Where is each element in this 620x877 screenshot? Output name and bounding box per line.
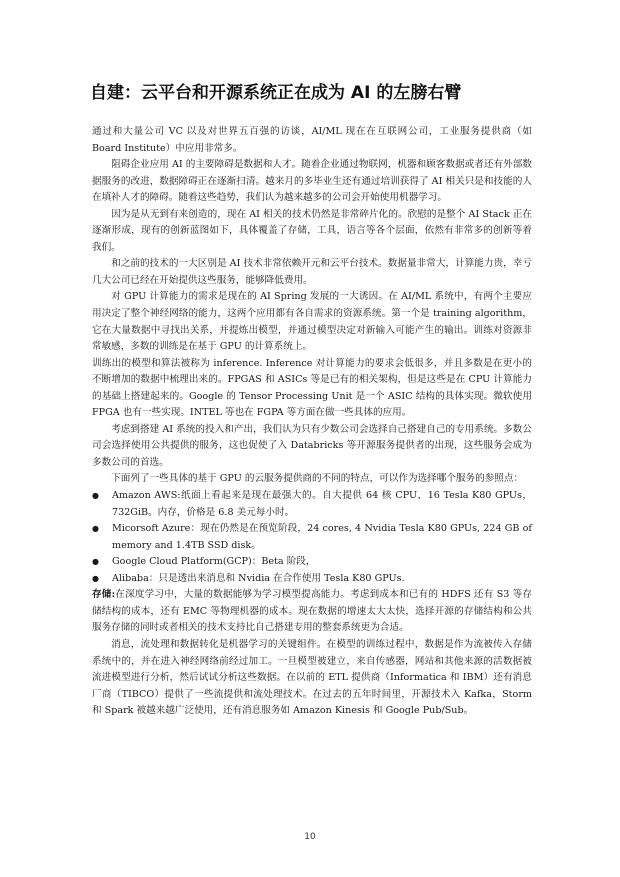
list-item xyxy=(92,488,532,521)
bullet-gcp: Google Cloud Platform(GCP)：Beta 阶段， xyxy=(112,556,316,568)
list-item xyxy=(92,554,532,571)
paragraph-build-vs-buy: 考虑到搭建 AI 系统的投入和产出，我们认为只有少数公司会选择自己搭建自己的专用系统。多数公司会选择使用公共提供的服务，这也促使了入 Databricks 等开源服务提供者的出现，这些服务会成为多数公司的首选。 xyxy=(92,423,532,468)
bullet-icon: ● xyxy=(92,491,99,501)
paragraph-intro: 通过和大量公司 VC 以及对世界五百强的访谈，AI/ML 现在在互联网公司，工业服务提供商（如 Board Institute）中应用非常多。 xyxy=(92,126,532,154)
list-item xyxy=(92,521,532,554)
bullet-icon: ● xyxy=(92,557,99,567)
paragraph-barriers: 阻碍企业应用 AI 的主要障碍是数据和人才。随着企业通过物联网，机器和顾客数据或者还有外部数据服务的改进，数据障碍正在逐渐扫清。越来月的多毕业生还有通过培训获得了 AI 相关只是和技能的人在填补人才的障碍。随着这些趋势，我们认为越来越多的公司会开始使用机器学习。 xyxy=(92,159,532,204)
paragraph-inference: 训练出的模型和算法被称为 inference. Inference 对计算能力的要求会低很多，并且多数是在更小的不断增加的数据中梳理出来的。FPGAS 和 ASICs 等是已有的相关架构，但是这些是在 CPU 计算能力的基础上搭建起来的。Google 的 Tensor Processing Unit 是一个 ASIC 结构的具体实现。微软使用 FPGA 也有一些实现。INTEL 等也在 FGPA 等方面在做一些具体的应用。 xyxy=(92,357,532,419)
paragraph-storage xyxy=(92,587,532,637)
paragraph-provider-intro: 下面列了一些具体的基于 GPU 的云服务提供商的不同的特点，可以作为选择哪个服务的参照点： xyxy=(111,473,524,485)
bullet-icon: ● xyxy=(92,524,99,534)
section-heading: 自建：云平台和开源系统正在成为 AI 的左膀右臂 xyxy=(90,83,462,103)
bullet-alibaba: Alibaba：只是透出来消息和 Nvidia 在合作使用 Tesla K80 GPUs. xyxy=(112,572,405,584)
paragraph-gpu-demand: 对 GPU 计算能力的需求是现在的 AI Spring 发展的一大诱因。在 AI/ML 系统中，有两个主要应用决定了整个神经网络的能力，这两个应用都有各自需求的资源系统。第一个是 training algorithm，它在大量数据中寻找出关系，并提炼出模型，并通过模型决定对新输入可能产生的输出。训练对资源非常敏感，多数的训练是在基于 GPU 的计算系统上。 xyxy=(92,291,532,353)
paragraph-streaming: 消息，流处理和数据转化是机器学习的关键组件。在模型的训练过程中，数据是作为流被传入存储系统中的，并在进入神经网络前经过加工。一旦模型被建立，来自传感器，网站和其他来源的活数据被流进模型进行分析，然后试试分析这些数据。在以前的 ETL 提供商（Informatica 和 IBM）还有消息厂商（TIBCO）提供了一些流提供和流处理技术。在过去的五年时间里，开源技术入 Kafka，Storm 和 Spark 被越来越广泛使用，还有消息服务如 Amazon Kinesis 和 Google Pub/Sub。 xyxy=(92,638,532,717)
bullet-icon: ● xyxy=(92,573,99,583)
list-item xyxy=(92,571,532,588)
body-text xyxy=(92,124,532,720)
paragraph-open-source: 和之前的技术的一大区别是 AI 技术非常依赖开元和云平台技术。数据量非常大，计算能力贵，幸亏几大公司已经在开始提供这些服务，能够降低费用。 xyxy=(92,258,532,286)
page-number: 10 xyxy=(304,832,316,842)
paragraph-fragmentation: 因为是从无到有来创造的，现在 AI 相关的技术仍然是非常碎片化的。欣慰的是整个 AI Stack 正在逐渐形成，现有的创新蓝图如下，具体覆盖了存储，工具，语言等各个层面，依然有非常多的创新等着我们。 xyxy=(92,208,532,253)
bullet-azure: Micorsoft Azure：现在仍然是在预览阶段，24 cores, 4 Nvidia Tesla K80 GPUs, 224 GB of memory and 1.4TB SSD disk。 xyxy=(112,523,532,551)
bullet-aws: Amazon AWS:纸面上看起来是现在最强大的。自大提供 64 核 CPU，16 Tesla K80 GPUs，732GiB。内存，价格是 6.8 美元每小时。 xyxy=(112,490,532,518)
storage-text: 在深度学习中，大量的数据能够为学习模型提高能力。考虑到成本和已有的 HDFS 还有 S3 等存储结构的成本，还有 EMC 等物理机器的成本。现在数据的增速太大太快，选择开源的存储结构和公共服务存储的同时或者相关的技术支持比自己搭建专用的整套系统更为合适。 xyxy=(92,589,532,634)
storage-label: 存储: xyxy=(92,589,116,601)
